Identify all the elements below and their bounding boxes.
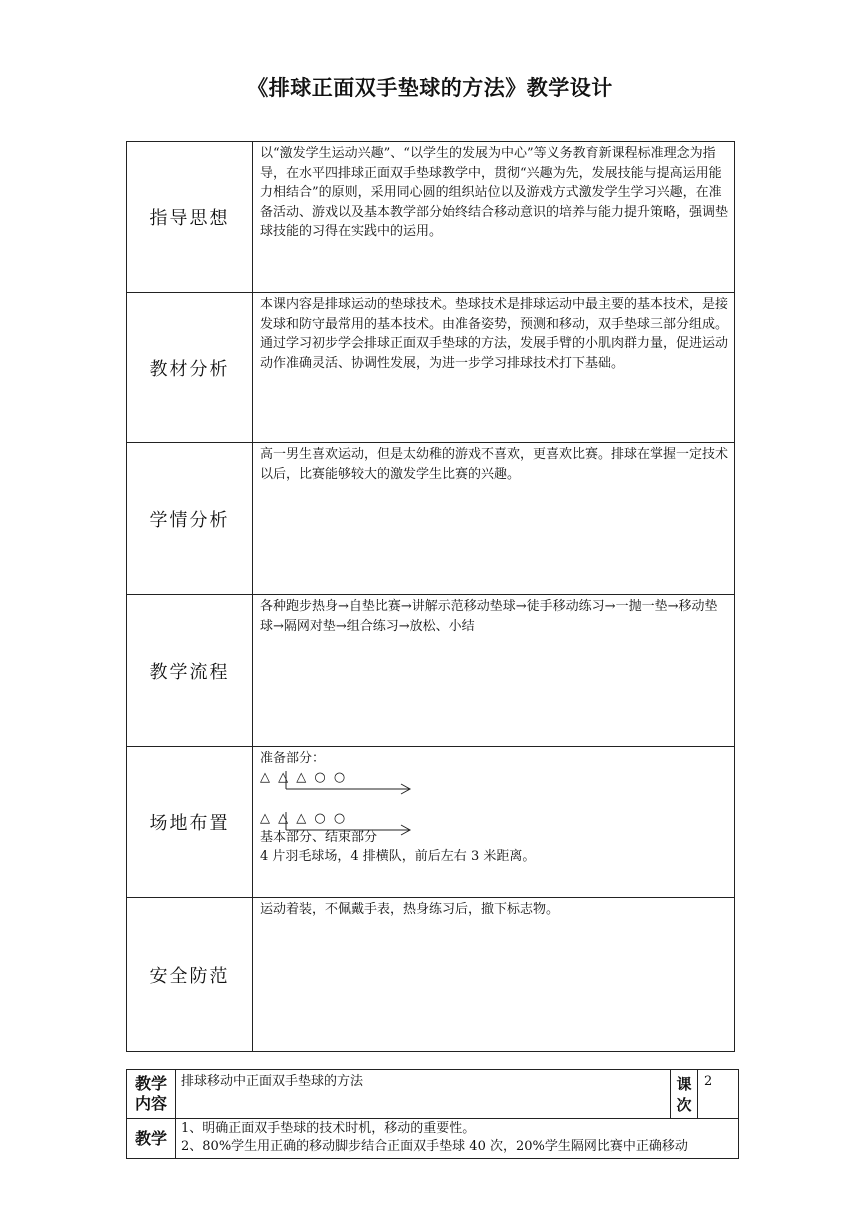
table-row xyxy=(127,142,735,293)
section-content: 运动着装，不佩戴手表，热身练习后，撤下标志物。 xyxy=(253,898,735,1052)
field-note: 4 片羽毛球场，4 排横队，前后左右 3 米距离。 xyxy=(260,849,536,864)
table-row xyxy=(127,293,735,443)
goal-label: 教学 xyxy=(127,1119,176,1159)
teaching-design-table xyxy=(126,141,735,1052)
table-row xyxy=(127,747,735,898)
section-label: 场地布置 xyxy=(127,747,253,898)
table-row xyxy=(127,1119,739,1159)
page-title: 《排球正面双手垫球的方法》教学设计 xyxy=(247,76,613,100)
lesson-count-value: 2 xyxy=(698,1070,739,1119)
lesson-count-label: 课 次 xyxy=(671,1070,698,1119)
section-content: 各种跑步热身→自垫比赛→讲解示范移动垫球→徒手移动练习→一抛一垫→移动垫球→隔网对垫→组合练习→放松、小结 xyxy=(253,595,735,747)
section-label: 学情分析 xyxy=(127,443,253,595)
table-row xyxy=(127,898,735,1052)
field-layout-diagram xyxy=(260,749,728,879)
section-content: 本课内容是排球运动的垫球技术。垫球技术是排球运动中最主要的基本技术，是接发球和防守最常用的基本技术。由准备姿势，预测和移动，双手垫球三部分组成。通过学习初步学会排球正面双手垫球的方法，发展手臂的小肌肉群力量，促进运动动作准确灵活、协调性发展，为进一步学习排球技术打下基础。 xyxy=(253,293,735,443)
goal-content xyxy=(176,1119,739,1159)
prep-part-label: 准备部分： xyxy=(260,751,326,766)
formation-row-1: △ △ △ ○ ○ xyxy=(260,770,348,785)
section-label: 安全防范 xyxy=(127,898,253,1052)
lesson-table xyxy=(126,1069,739,1159)
content-value: 排球移动中正面双手垫球的方法 xyxy=(176,1070,671,1119)
section-label: 教学流程 xyxy=(127,595,253,747)
section-content: 高一男生喜欢运动，但是太幼稚的游戏不喜欢，更喜欢比赛。排球在掌握一定技术以后，比赛能够较大的激发学生比赛的兴趣。 xyxy=(253,443,735,595)
section-label: 教材分析 xyxy=(127,293,253,443)
formation-row-2: △ △ △ ○ ○ xyxy=(260,811,348,826)
goal-line-1: 1、明确正面双手垫球的技术时机，移动的重要性。 xyxy=(181,1121,476,1136)
table-row xyxy=(127,1070,739,1119)
goal-line-2: 2、80%学生用正确的移动脚步结合正面双手垫球 40 次，20%学生隔网比赛中正确移动 xyxy=(181,1139,688,1154)
basic-part-label: 基本部分、结束部分 xyxy=(260,830,378,845)
content-label: 教学 内容 xyxy=(127,1070,176,1119)
table-row xyxy=(127,595,735,747)
section-label: 指导思想 xyxy=(127,142,253,293)
table-row xyxy=(127,443,735,595)
section-content: 以“激发学生运动兴趣”、“以学生的发展为中心”等义务教育新课程标准理念为指导，在水平四排球正面双手垫球教学中，贯彻“兴趣为先，发展技能与提高运用能力相结合”的原则，采用同心圆的组织站位以及游戏方式激发学生学习兴趣，在准备活动、游戏以及基本教学部分始终结合移动意识的培养与能力提升策略，强调垫球技能的习得在实践中的运用。 xyxy=(253,142,735,293)
section-content xyxy=(253,747,735,898)
